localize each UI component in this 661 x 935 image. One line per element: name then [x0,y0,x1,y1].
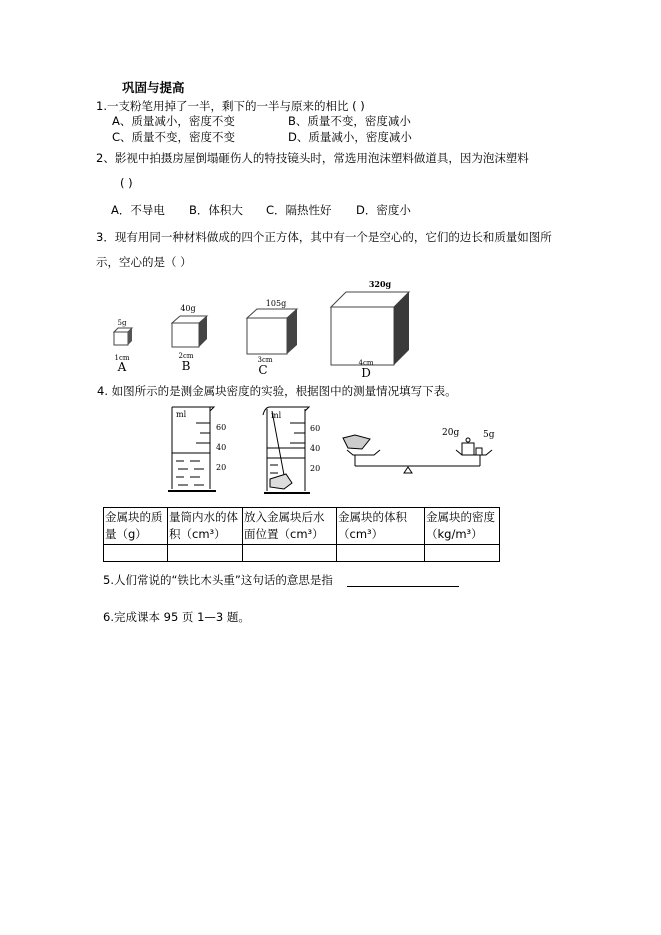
q6-stem: 6.完成课本 95 页 1—3 题。 [103,610,250,624]
q5-answer-blank[interactable] [347,574,459,587]
q2-option-b: B．体积大 [189,203,243,217]
q5-stem: 5.人们常说的“铁比木头重”这句话的意思是指 [103,573,333,587]
header-water-volume: 量筒内水的体积（cm³） [168,508,243,545]
q4-stem: 4. 如图所示的是测金属块密度的实验，根据图中的测量情况填写下表。 [97,384,457,398]
section-title: 巩固与提高 [122,80,185,95]
header-mass: 金属块的质量（g） [104,508,168,545]
cube-a-label: A [117,360,127,374]
cube-d [331,279,409,377]
q1-option-a: A、质量减小，密度不变 [112,114,235,128]
cube-a-mass: 5g [117,319,127,327]
scale2-20: 20 [310,464,321,473]
cube-b [172,304,207,373]
scale-40: 40 [216,443,227,452]
cube-b-mass: 40g [180,304,196,313]
cube-d-mass: 320g [368,279,392,289]
q2-stem: 2、影视中拍摄房屋倒塌砸伤人的特技镜头时，常选用泡沫塑料做道具，因为泡沫塑料 [96,151,529,165]
cubes-figure [100,272,420,377]
q5 [103,573,459,587]
q2-option-c: C．隔热性好 [266,203,332,217]
header-density: 金属块的密度（kg/m³） [425,508,500,545]
q1-stem: 1.一支粉笔用掉了一半，剩下的一半与原来的相比 ( ) [96,99,365,113]
scale2-40: 40 [310,444,321,453]
cube-d-side: 4cm [358,359,374,367]
cube-c-side: 3cm [257,356,273,364]
table-answer-row [104,545,500,562]
q2-bracket: ( ) [120,176,133,190]
scale2-60: 60 [310,424,321,433]
cube-b-side: 2cm [178,352,194,360]
header-water-level: 放入金属块后水面位置（cm³） [243,508,337,545]
answer-cell-metal-volume[interactable] [337,545,425,562]
answer-cell-water-level[interactable] [243,545,337,562]
cube-c-label: C [258,363,268,377]
measurement-table [103,507,500,562]
cylinder-water [168,407,216,491]
experiment-figure [160,403,500,495]
q2-option-a: A．不导电 [111,203,165,217]
weight-5g: 5g [483,430,495,440]
answer-cell-density[interactable] [425,545,500,562]
q1-option-c: C、质量不变，密度不变 [112,130,236,144]
q3-stem: 3．现有用同一种材料做成的四个正方体，其中有一个是空心的，它们的边长和质量如图所 [96,230,552,244]
q1-option-d: D、质量减小，密度减小 [288,130,412,144]
cylinder-unit-label: ml [176,410,187,419]
scale-20: 20 [216,463,227,472]
balance-scale [343,435,492,473]
answer-cell-water-volume[interactable] [168,545,243,562]
cube-c [247,299,297,377]
cylinder2-unit-label: ml [271,411,282,420]
table-header-row [104,508,500,545]
header-metal-volume: 金属块的体积（cm³） [337,508,425,545]
q2-option-d: D．密度小 [356,203,411,217]
q3-stem-2: 示，空心的是（ ） [96,255,192,269]
cube-c-mass: 105g [265,299,287,308]
q1-option-b: B、质量不变，密度减小 [288,114,411,128]
cube-d-label: D [361,366,371,377]
cube-a [114,319,132,374]
weight-20g: 20g [442,428,460,438]
scale-60: 60 [216,423,227,432]
cube-b-label: B [181,359,191,373]
answer-cell-mass[interactable] [104,545,168,562]
cube-a-side: 1cm [114,354,130,362]
